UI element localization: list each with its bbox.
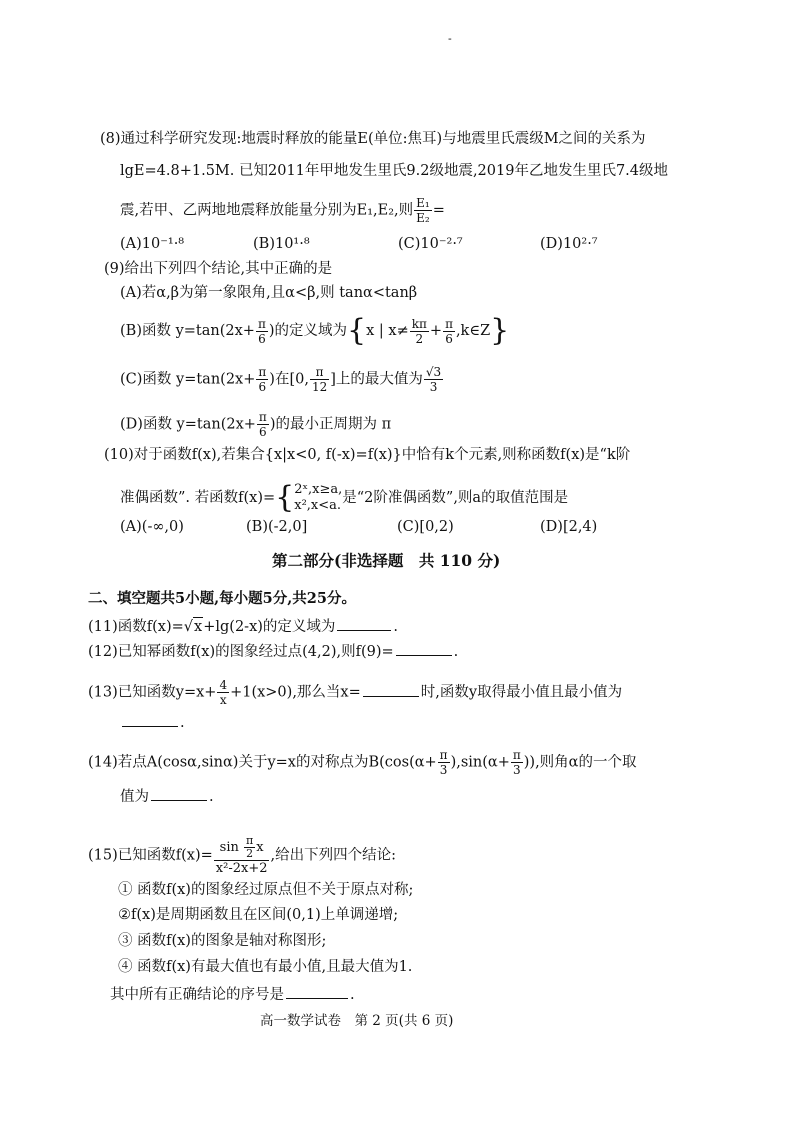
q9-option-b [120,313,510,348]
q9-c-frac1-den: 6 [258,380,267,394]
q14-frac1-num: π [439,748,448,762]
q9-b-set-frac1-den: 2 [415,331,424,346]
q9-d-frac [257,410,269,439]
set-bar: | [374,323,389,339]
q10-piece2: x²,x<a. [294,498,342,513]
q14-line2 [120,788,214,806]
q8-line3-text: 震,若甲、乙两地地震释放能量分别为E₁,E₂,则 [120,202,414,219]
q9-d-frac-den: 6 [259,425,267,439]
q8-frac-num: E₁ [416,196,430,210]
q9-b-set-post: ,k∈Z [455,323,491,339]
q8-frac-den: E₂ [416,211,430,225]
q15-num-frac [244,835,255,860]
sqrt-sign: √ [183,619,194,635]
q11-sqrt-arg: x [194,619,203,635]
q9-b-pre: (B)函数 y=tan(2x+ [120,323,255,339]
q8-option-d: (D)10²·⁷ [540,236,598,252]
q15-frac-num [214,835,270,861]
q9-b-frac [256,317,268,346]
q15-frac-den: x²-2x+2 [215,861,268,876]
q9-c-frac3-den: 3 [429,380,438,394]
q15-num-frac-den: 2 [246,847,254,860]
q9-b-mid: )的定义域为 [268,323,348,339]
q9-b-set-frac2-num: π [445,316,453,331]
q9-c-frac3-num: √3 [425,365,442,379]
q10-piecewise [294,482,342,514]
q12 [88,643,458,661]
q15-pre: (15)已知函数f(x)= [88,847,213,864]
q14-pre: (14)若点A(cosα,sinα)关于y=x的对称点为B(cos(α+ [88,754,437,771]
q9-stem: (9)给出下列四个结论,其中正确的是 [104,261,333,277]
q9-c-frac1-num: π [258,365,267,379]
q14-post: )),则角α的一个取 [523,754,637,771]
section2-title: 二、填空题共5小题,每小题5分,共25分。 [88,590,356,607]
set-open-brace: { [347,313,367,348]
q15-num-sin: sin [219,840,239,855]
q14-frac2-den: 3 [512,763,521,777]
q15-closing [110,986,355,1004]
set-close-brace: } [490,313,510,348]
q10-line2-post: 是“2阶准偶函数”,则a的取值范围是 [342,490,569,506]
q9-option-c [120,365,444,394]
q13-frac-den: x [219,693,227,707]
q9-option-a: (A)若α,β为第一象限角,且α<β,则 tanα<tanβ [120,285,418,301]
q8-fraction [414,196,432,225]
q12-end: . [453,644,459,660]
q10-line1: (10)对于函数f(x),若集合{x|x<0, f(-x)=f(x)}中恰有k个元素,则称函数f(x)是“k阶 [104,447,631,463]
page-footer: 高一数学试卷 第 2 页(共 6 页) [260,1013,454,1029]
q15-item-2: ②f(x)是周期函数且在区间(0,1)上单调递增; [118,907,399,923]
q13-answer-blank-2[interactable] [122,714,178,727]
q9-c-mid: )在[0, [269,371,309,388]
q11-post: +lg(2-x)的定义域为 [203,619,336,635]
q11 [88,617,398,636]
q11-answer-blank[interactable] [337,618,391,631]
q15-item-1: ① 函数f(x)的图象经过原点但不关于原点对称; [118,882,414,898]
q14-line2-text: 值为 [120,789,149,805]
q14-frac1-den: 3 [439,763,448,777]
q10-piece1: 2ˣ,x≥a, [294,482,343,497]
q8-line1: (8)通过科学研究发现:地震时释放的能量E(单位:焦耳)与地震里氏震级M之间的关系为 [100,131,646,147]
q14 [88,748,636,777]
q10-line2 [120,482,568,514]
q9-c-frac2-den: 12 [311,380,328,394]
q9-b-frac-num: π [257,316,266,331]
q14-end: . [209,789,214,805]
q10-option-a: (A)(-∞,0) [120,519,184,535]
q12-answer-blank[interactable] [396,643,452,656]
q9-b-set-mid: x≠ [388,323,409,339]
q14-frac2 [511,748,523,777]
q13-pre: (13)已知函数y=x+ [88,684,217,701]
plus-sign: + [429,323,443,339]
q11-end: . [393,619,399,635]
q14-mid: ),sin(α+ [450,754,510,771]
q8-equals: = [432,202,445,219]
q8-option-c: (C)10⁻²·⁷ [398,236,463,252]
piecewise-brace: { [275,480,295,515]
part2-title: 第二部分(非选择题 共 110 分) [272,551,501,570]
q14-frac2-num: π [512,748,521,762]
q14-frac1 [438,748,450,777]
q14-answer-blank[interactable] [151,788,207,801]
q15-answer-blank[interactable] [286,986,348,999]
q9-c-frac2-num: π [310,365,329,380]
q9-b-frac-den: 6 [258,331,266,346]
q10-option-b: (B)(-2,0] [246,519,308,535]
q10-line2-pre: 准偶函数”. 若函数f(x)= [120,490,276,506]
q11-pre: (11)函数f(x)= [88,619,184,635]
q8-line2: lgE=4.8+1.5M. 已知2011年甲地发生里氏9.2级地震,2019年乙地发生里氏7.4级地 [120,163,669,179]
q15-frac [214,835,270,876]
q9-c-mid2: ]上的最大值为 [330,371,423,388]
q8-option-b: (B)10¹·⁸ [253,236,310,252]
q9-b-set-frac2-den: 6 [445,331,453,346]
q9-b-set-frac2 [443,317,455,346]
q13 [88,678,622,707]
top-mark: - [448,32,452,45]
q15-closing-text: 其中所有正确结论的序号是 [110,987,284,1003]
q8-option-a: (A)10⁻¹·⁸ [120,236,185,252]
q15-post: ,给出下列四个结论: [270,847,396,864]
q13-answer-blank-1[interactable] [363,684,419,697]
q9-c-pre: (C)函数 y=tan(2x+ [120,371,256,388]
q13-frac-num: 4 [219,678,228,692]
q15-num-x: x [256,840,264,855]
q15-item-4: ④ 函数f(x)有最大值也有最小值,且最大值为1. [118,959,413,975]
q9-b-set-frac1-num: kπ [411,316,427,331]
q9-option-d [120,410,391,439]
q13-post: 时,函数y取得最小值且最小值为 [420,684,623,701]
q13-frac [217,678,229,707]
q13-mid: +1(x>0),那么当x= [230,684,361,701]
q13-end: . [180,715,185,731]
q9-b-set-frac1 [410,317,429,346]
q15-end: . [350,987,355,1003]
q15 [88,835,396,876]
q10-option-d: (D)[2,4) [540,519,598,535]
q12-pre: (12)已知幂函数f(x)的图象经过点(4,2),则f(9)= [88,644,394,660]
q9-d-frac-num: π [258,410,267,424]
q9-c-frac3 [424,365,443,394]
q9-c-frac1 [256,365,268,394]
q13-line2 [120,714,185,732]
q9-c-frac2 [310,365,329,394]
q9-d-pre: (D)函数 y=tan(2x+ [120,416,256,433]
q15-num-frac-num: π [246,834,254,847]
q9-d-post: )的最小正周期为 π [269,416,392,433]
q10-option-c: (C)[0,2) [397,519,454,535]
q15-item-3: ③ 函数f(x)的图象是轴对称图形; [118,933,327,949]
q9-b-set-var: x [366,323,375,339]
q8-line3 [120,196,445,225]
